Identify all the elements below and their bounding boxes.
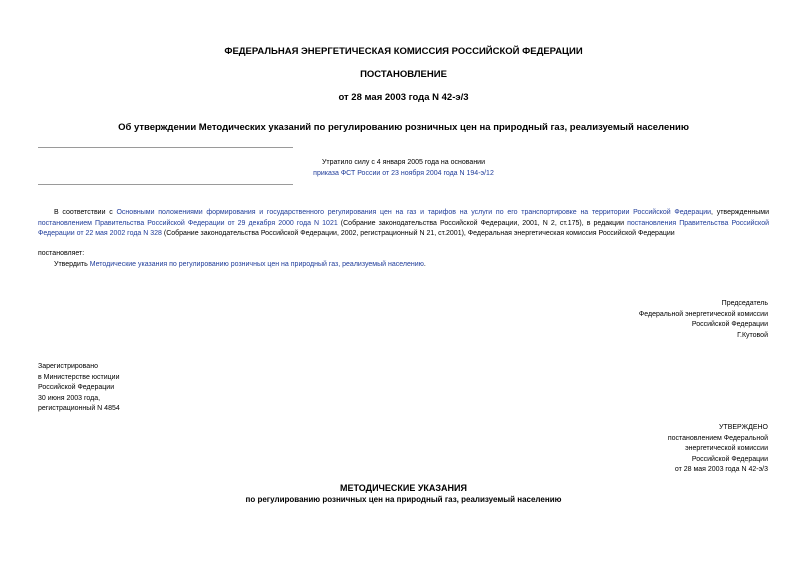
doc-date-number: от 28 мая 2003 года N 42-э/3 bbox=[338, 92, 469, 103]
doc-type-heading: ПОСТАНОВЛЕНИЕ bbox=[360, 69, 447, 80]
signature-block bbox=[639, 299, 768, 341]
registration-line-3: Российской Федерации bbox=[38, 384, 115, 391]
registration-block bbox=[38, 362, 120, 415]
status-note-text: Утратило силу с 4 января 2005 года на основании bbox=[321, 159, 486, 166]
appendix-title: МЕТОДИЧЕСКИЕ УКАЗАНИЯ bbox=[340, 483, 467, 493]
appendix-subtitle: по регулированию розничных цен на природный газ, реализуемый населению bbox=[245, 495, 562, 504]
preamble-text-4: (Собрание законодательства Российской Федерации, 2002, регистрационный N 21, ст.2001), Федеральная энергетическая комиссия Российской Федерации bbox=[161, 230, 675, 237]
signature-line-2: Федеральной энергетической комиссии bbox=[638, 310, 768, 318]
decree-item bbox=[54, 260, 426, 271]
divider-top bbox=[38, 147, 293, 148]
registration-line-4: 30 июня 2003 года, bbox=[38, 394, 101, 402]
registration-line-2: в Министерстве юстиции bbox=[38, 373, 120, 381]
preamble-link-resolution-328[interactable]: постановления Правительства Российской Федерации от 22 мая 2002 года N 328 bbox=[38, 219, 769, 237]
divider-bottom bbox=[38, 184, 293, 185]
signature-line-3: Российской Федерации bbox=[691, 321, 768, 328]
decree-item-prefix: Утвердить bbox=[54, 261, 90, 268]
preamble-paragraph bbox=[38, 208, 769, 240]
approved-line-3: энергетической комиссии bbox=[685, 445, 768, 452]
approved-line-2: постановлением Федеральной bbox=[667, 434, 768, 442]
registration-line-5: регистрационный N 4854 bbox=[38, 405, 120, 412]
signature-line-1: Председатель bbox=[721, 300, 768, 307]
decree-item-link[interactable]: Методические указания по регулированию розничных цен на природный газ, реализуемый населению bbox=[89, 261, 424, 268]
registration-line-1: Зарегистрировано bbox=[38, 363, 98, 370]
decree-label: постановляет: bbox=[38, 250, 85, 257]
approved-block bbox=[668, 423, 768, 476]
status-note-link[interactable]: приказа ФСТ России от 23 ноября 2004 года N 194-э/12 bbox=[313, 170, 494, 177]
decree-item-suffix: . bbox=[423, 261, 426, 268]
approved-line-1: УТВЕРЖДЕНО bbox=[718, 424, 768, 431]
preamble-link-basic-provisions[interactable]: Основными положениями формирования и государственного регулирования цен на газ и тарифов на услуги по его транспортировке на территории Российской Федерации bbox=[116, 209, 712, 216]
preamble-text-3: (Собрание законодательства Российской Федерации, 2001, N 2, ст.175), в редакции bbox=[337, 219, 628, 227]
preamble-text-2: , утвержденными bbox=[711, 209, 770, 216]
agency-heading: ФЕДЕРАЛЬНАЯ ЭНЕРГЕТИЧЕСКАЯ КОМИССИЯ РОССИЙСКОЙ ФЕДЕРАЦИИ bbox=[224, 46, 583, 57]
preamble-link-resolution-1021[interactable]: постановлением Правительства Российской Федерации от 29 декабря 2000 года N 1021 bbox=[38, 219, 338, 227]
approved-line-4: Российской Федерации bbox=[691, 455, 768, 463]
approved-line-5: от 28 мая 2003 года N 42-э/3 bbox=[674, 466, 768, 473]
preamble-text-1: В соответствии с bbox=[54, 209, 117, 216]
signature-name: Г.Кутовой bbox=[737, 331, 768, 339]
doc-title: Об утверждении Методических указаний по регулированию розничных цен на природный газ, реализуемый населению bbox=[118, 122, 689, 133]
